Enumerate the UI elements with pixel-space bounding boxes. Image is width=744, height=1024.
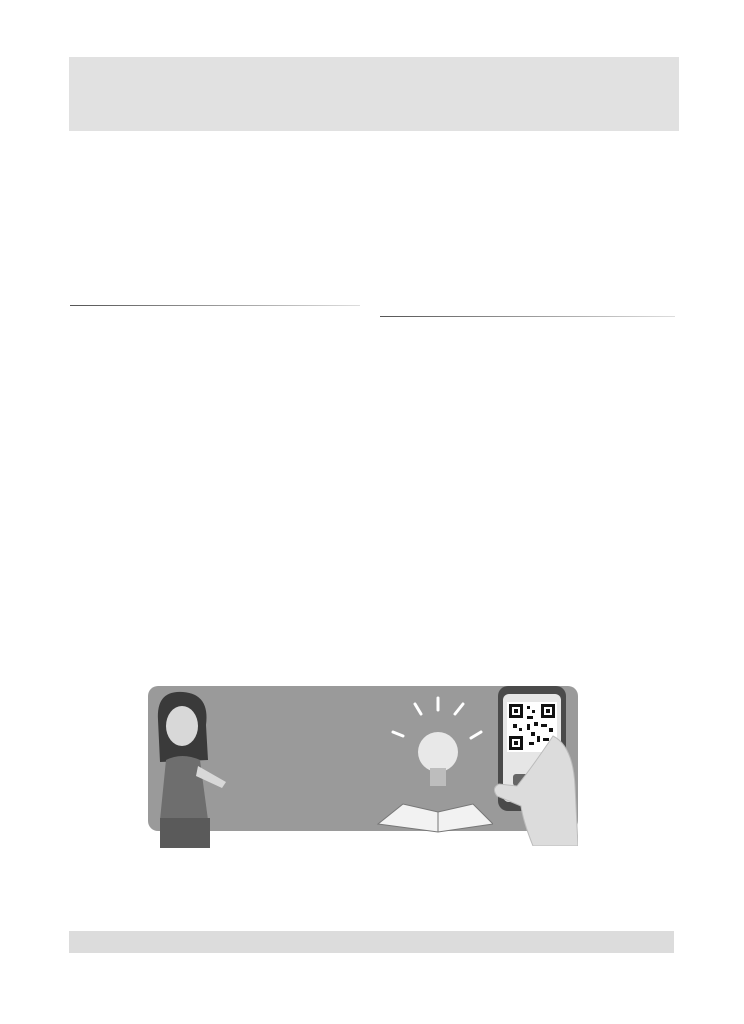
girl-pointing-illustration xyxy=(148,690,228,848)
footer-band xyxy=(69,931,674,953)
cbse-updates-banner[interactable] xyxy=(148,686,578,846)
part-b-heading-rule xyxy=(380,316,675,317)
lightbulb-book-illustration xyxy=(373,694,493,834)
contents-header-band xyxy=(69,57,679,131)
part-a-heading-rule xyxy=(70,305,360,306)
hand-holding-phone-illustration xyxy=(483,726,578,846)
